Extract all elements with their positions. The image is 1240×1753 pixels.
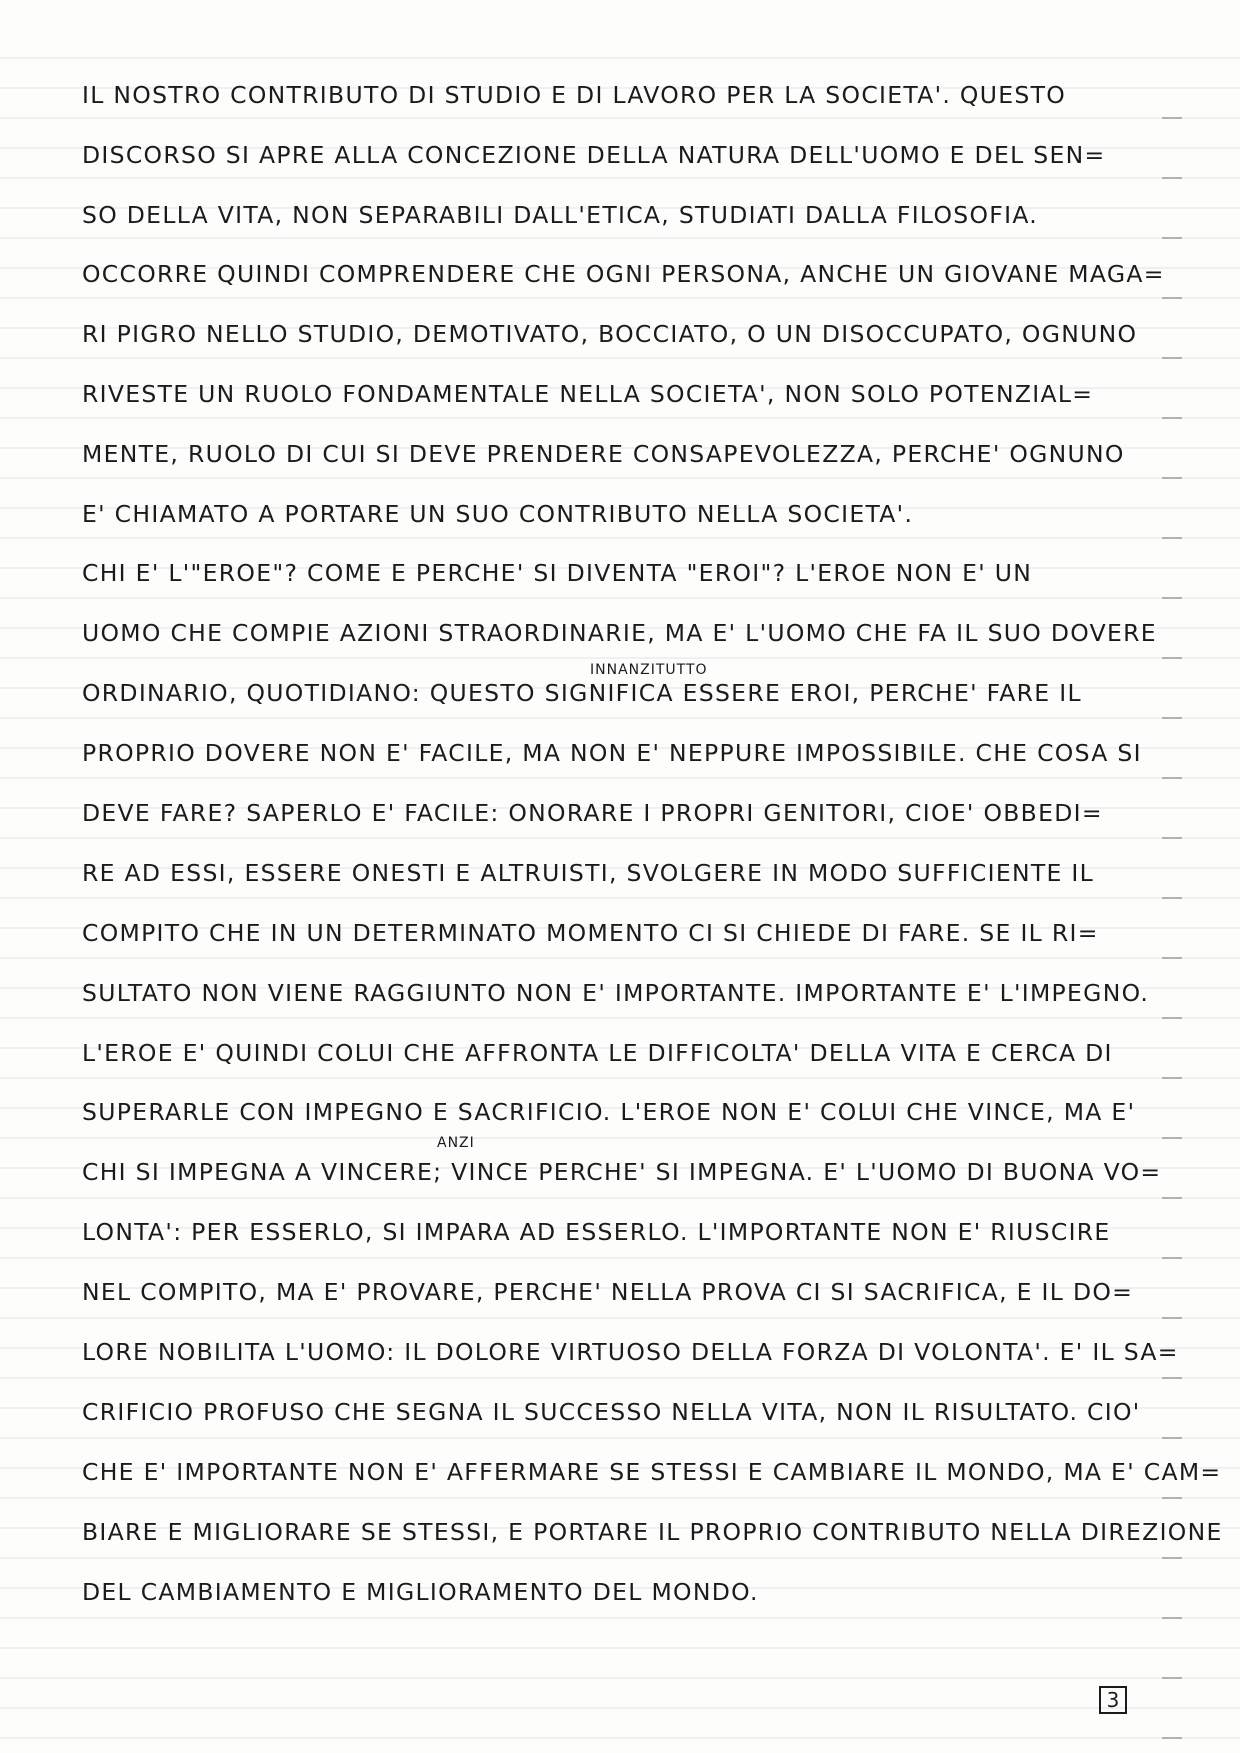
text-line-15: COMPITO CHE IN UN DETERMINATO MOMENTO CI SI CHIEDE DI FARE. SE IL RI= <box>82 919 1099 947</box>
page-number: 3 <box>1099 1686 1127 1714</box>
text-line-17: L'EROE E' QUINDI COLUI CHE AFFRONTA LE DIFFICOLTA' DELLA VITA E CERCA DI <box>82 1039 1113 1067</box>
text-line-20: LONTA': PER ESSERLO, SI IMPARA AD ESSERLO. L'IMPORTANTE NON E' RIUSCIRE <box>82 1218 1111 1246</box>
text-line-7: MENTE, RUOLO DI CUI SI DEVE PRENDERE CONSAPEVOLEZZA, PERCHE' OGNUNO <box>82 440 1125 468</box>
text-line-21: NEL COMPITO, MA E' PROVARE, PERCHE' NELLA PROVA CI SI SACRIFICA, E IL DO= <box>82 1278 1134 1306</box>
text-line-2: DISCORSO SI APRE ALLA CONCEZIONE DELLA NATURA DELL'UOMO E DEL SEN= <box>82 141 1106 169</box>
text-line-13: DEVE FARE? SAPERLO E' FACILE: ONORARE I PROPRI GENITORI, CIOE' OBBEDI= <box>82 799 1103 827</box>
insertion-note-innanzitutto: INNANZITUTTO <box>590 662 708 678</box>
text-line-3: SO DELLA VITA, NON SEPARABILI DALL'ETICA, STUDIATI DALLA FILOSOFIA. <box>82 201 1039 229</box>
text-line-9: CHI E' L'"EROE"? COME E PERCHE' SI DIVENTA "EROI"? L'EROE NON E' UN <box>82 559 1033 587</box>
text-line-26: DEL CAMBIAMENTO E MIGLIORAMENTO DEL MONDO. <box>82 1578 759 1606</box>
text-line-16: SULTATO NON VIENE RAGGIUNTO NON E' IMPORTANTE. IMPORTANTE E' L'IMPEGNO. <box>82 979 1150 1007</box>
text-line-6: RIVESTE UN RUOLO FONDAMENTALE NELLA SOCIETA', NON SOLO POTENZIAL= <box>82 380 1094 408</box>
insertion-note-anzi: ANZI <box>437 1135 475 1151</box>
text-line-12: PROPRIO DOVERE NON E' FACILE, MA NON E' NEPPURE IMPOSSIBILE. CHE COSA SI <box>82 739 1142 767</box>
text-line-11: ORDINARIO, QUOTIDIANO: QUESTO SIGNIFICA ESSERE EROI, PERCHE' FARE IL <box>82 679 1082 707</box>
text-line-4: OCCORRE QUINDI COMPRENDERE CHE OGNI PERSONA, ANCHE UN GIOVANE MAGA= <box>82 260 1165 288</box>
text-line-19: CHI SI IMPEGNA A VINCERE; VINCE PERCHE' SI IMPEGNA. E' L'UOMO DI BUONA VO= <box>82 1158 1162 1186</box>
text-line-5: RI PIGRO NELLO STUDIO, DEMOTIVATO, BOCCIATO, O UN DISOCCUPATO, OGNUNO <box>82 320 1138 348</box>
text-line-1: IL NOSTRO CONTRIBUTO DI STUDIO E DI LAVORO PER LA SOCIETA'. QUESTO <box>82 81 1067 109</box>
text-line-14: RE AD ESSI, ESSERE ONESTI E ALTRUISTI, SVOLGERE IN MODO SUFFICIENTE IL <box>82 859 1095 887</box>
text-line-25: BIARE E MIGLIORARE SE STESSI, E PORTARE IL PROPRIO CONTRIBUTO NELLA DIREZIONE <box>82 1518 1223 1546</box>
text-line-22: LORE NOBILITA L'UOMO: IL DOLORE VIRTUOSO DELLA FORZA DI VOLONTA'. E' IL SA= <box>82 1338 1179 1366</box>
text-line-8: E' CHIAMATO A PORTARE UN SUO CONTRIBUTO NELLA SOCIETA'. <box>82 500 914 528</box>
text-line-24: CHE E' IMPORTANTE NON E' AFFERMARE SE STESSI E CAMBIARE IL MONDO, MA E' CAM= <box>82 1458 1222 1486</box>
text-line-18: SUPERARLE CON IMPEGNO E SACRIFICIO. L'EROE NON E' COLUI CHE VINCE, MA E' <box>82 1098 1136 1126</box>
text-line-10: UOMO CHE COMPIE AZIONI STRAORDINARIE, MA E' L'UOMO CHE FA IL SUO DOVERE <box>82 619 1157 647</box>
text-line-23: CRIFICIO PROFUSO CHE SEGNA IL SUCCESSO NELLA VITA, NON IL RISULTATO. CIO' <box>82 1398 1141 1426</box>
